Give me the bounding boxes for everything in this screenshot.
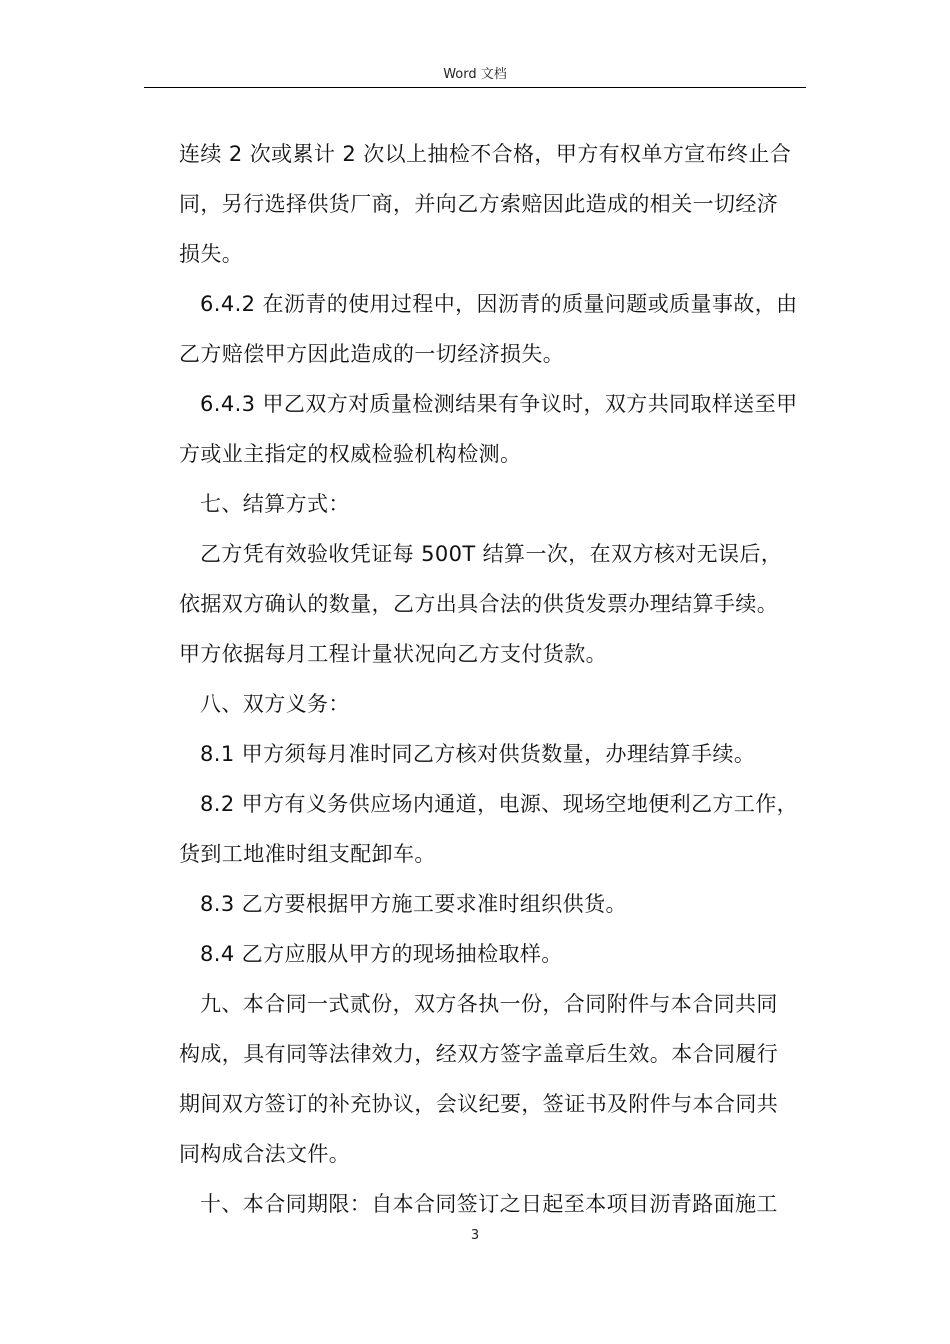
text-line: 损失。 [179, 242, 244, 266]
text-line: 方或业主指定的权威检验机构检测。 [179, 442, 522, 466]
page-number: 3 [470, 1228, 480, 1243]
header-rule [144, 87, 806, 88]
text-line: 八、双方义务： [200, 692, 350, 716]
text-line: 6.4.3 甲乙双方对质量检测结果有争议时，双方共同取样送至甲 [200, 392, 798, 416]
text-line: 8.2 甲方有义务供应场内通道，电源、现场空地便利乙方工作， [200, 792, 799, 816]
text-line: 十、本合同期限：自本合同签订之日起至本项目沥青路面施工 [200, 1192, 778, 1216]
text-line: 构成，具有同等法律效力，经双方签字盖章后生效。本合同履行 [179, 1042, 779, 1066]
text-line: 七、结算方式： [200, 492, 350, 516]
text-line: 8.3 乙方要根据甲方施工要求准时组织供货。 [200, 892, 627, 916]
text-line: 货到工地准时组支配卸车。 [179, 842, 436, 866]
text-line: 同构成合法文件。 [179, 1142, 351, 1166]
page-header: Word 文档 [443, 67, 507, 82]
text-line: 依据双方确认的数量，乙方出具合法的供货发票办理结算手续。 [179, 592, 779, 616]
text-line: 乙方凭有效验收凭证每 500T 结算一次，在双方核对无误后， [200, 542, 783, 566]
document-body [179, 129, 815, 1229]
text-line: 8.4 乙方应服从甲方的现场抽检取样。 [200, 942, 563, 966]
text-line: 乙方赔偿甲方因此造成的一切经济损失。 [179, 342, 565, 366]
text-line: 连续 2 次或累计 2 次以上抽检不合格，甲方有权单方宣布终止合 [179, 142, 792, 166]
text-line: 6.4.2 在沥青的使用过程中，因沥青的质量问题或质量事故，由 [200, 292, 798, 316]
text-line: 甲方依据每月工程计量状况向乙方支付货款。 [179, 642, 607, 666]
text-line: 8.1 甲方须每月准时同乙方核对供货数量，办理结算手续。 [200, 742, 756, 766]
text-line: 期间双方签订的补充协议，会议纪要，签证书及附件与本合同共 [179, 1092, 779, 1116]
text-line: 九、本合同一式贰份，双方各执一份，合同附件与本合同共同 [200, 992, 778, 1016]
text-line: 同，另行选择供货厂商，并向乙方索赔因此造成的相关一切经济 [179, 192, 779, 216]
